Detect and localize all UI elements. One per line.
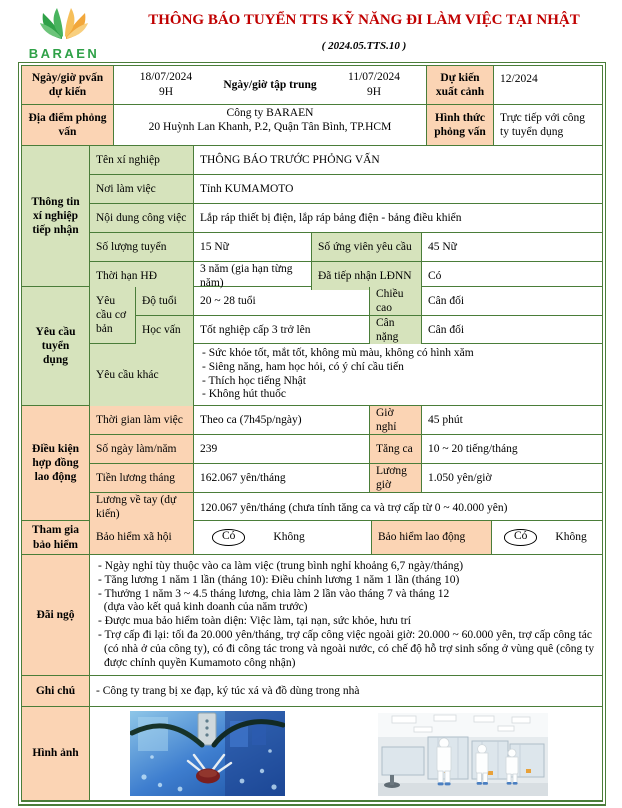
working-days-label: Số ngày làm/năm xyxy=(90,435,194,463)
hourly-wage-label: Lương giờ xyxy=(370,464,422,492)
basic-requirements-rows xyxy=(90,287,602,344)
location-label: Địa điểm phỏng vấn xyxy=(22,105,114,145)
table-row xyxy=(136,287,602,316)
table-row xyxy=(90,175,602,204)
table-row xyxy=(90,435,602,464)
table-row xyxy=(90,204,602,233)
list-item: - Thích học tiếng Nhật xyxy=(202,374,306,387)
table-row xyxy=(90,262,602,290)
list-item: - Không hút thuốc xyxy=(202,388,287,401)
table-row xyxy=(90,406,602,435)
contract-term-value: 3 năm (gia hạn từng năm) xyxy=(194,262,312,290)
table-row xyxy=(90,146,602,175)
contract-term-label: Thời hạn HĐ xyxy=(90,262,194,290)
basic-requirements-label: Yêu cầu cơ bản xyxy=(90,287,136,343)
social-insurance-options xyxy=(194,521,372,554)
height-label: Chiều cao xyxy=(370,287,422,315)
job-content-label: Nội dung công việc xyxy=(90,204,194,232)
monthly-salary-value: 162.067 yên/tháng xyxy=(194,464,370,492)
location-value: Công ty BARAEN 20 Huỳnh Lan Khanh, P.2, Quận Tân Bình, TP.HCM xyxy=(114,105,427,145)
robotic-soldering-machine-photo xyxy=(130,711,285,800)
departure-label: Dự kiến xuất cảnh xyxy=(427,66,494,104)
contract-section-label: Điều kiện hợp đồng lao động xyxy=(22,406,90,520)
section-insurance xyxy=(22,521,602,555)
other-requirements-label: Yêu cầu khác xyxy=(90,344,194,406)
cleanroom-assembly-line-photo xyxy=(378,713,548,800)
foreign-workers-value: Có xyxy=(428,269,442,282)
logo-wordmark: BARAEN xyxy=(28,46,100,61)
weight-label: Cân nặng xyxy=(370,316,422,344)
title-block xyxy=(116,3,612,52)
row-interview-location xyxy=(22,105,602,146)
row-interview-schedule xyxy=(22,66,602,105)
other-requirements-list xyxy=(194,344,602,406)
height-value: Cân đối xyxy=(428,294,465,307)
list-item: - Tăng lương 1 năm 1 lần (tháng 10): Điều chỉnh lương 1 năm 1 lần (tháng 10) xyxy=(98,573,460,586)
section-notes xyxy=(22,676,602,707)
photos-cell xyxy=(90,707,602,800)
social-insurance-no: Không xyxy=(273,531,305,544)
interview-format-label: Hình thức phỏng vấn xyxy=(427,105,494,145)
work-place-label: Nơi làm việc xyxy=(90,175,194,203)
section-benefits xyxy=(22,555,602,676)
recruitment-table xyxy=(18,62,606,806)
age-label: Độ tuổi xyxy=(136,287,194,315)
notes-value: - Công ty trang bị xe đạp, ký túc xá và đồ dùng trong nhà xyxy=(96,684,360,697)
photos-section-label: Hình ảnh xyxy=(22,707,90,800)
logo-leaves-icon xyxy=(33,30,95,47)
insurance-section-label: Tham gia bảo hiểm xyxy=(22,521,90,554)
break-value: 45 phút xyxy=(428,413,463,426)
company-info-section-label: Thông tin xí nghiệp tiếp nhận xyxy=(22,146,90,286)
monthly-salary-label: Tiền lương tháng xyxy=(90,464,194,492)
labor-insurance-no: Không xyxy=(555,531,587,544)
page-title: THÔNG BÁO TUYỂN TTS KỸ NĂNG ĐI LÀM VIỆC TẠI NHẬT xyxy=(148,12,580,28)
requirements-section-label: Yêu cầu tuyển dụng xyxy=(22,287,90,405)
break-label: Giờ nghỉ xyxy=(370,406,422,434)
quota-value: 15 Nữ xyxy=(194,233,312,261)
work-place-value: Tỉnh KUMAMOTO xyxy=(200,182,294,195)
candidates-required-label: Số ứng viên yêu cầu xyxy=(312,233,422,261)
education-label: Học vấn xyxy=(136,316,194,344)
quota-label: Số lượng tuyển xyxy=(90,233,194,261)
interview-format-value: Trực tiếp với công ty tuyển dụng xyxy=(500,111,586,138)
notes-section-label: Ghi chú xyxy=(22,676,90,706)
hourly-wage-value: 1.050 yên/giờ xyxy=(428,471,492,484)
benefits-list xyxy=(90,555,602,675)
takehome-salary-label: Lương về tay (dự kiến) xyxy=(90,493,194,523)
baraen-logo xyxy=(12,3,116,61)
list-item: - Được mua bảo hiểm toàn diện: Việc làm, tại nạn, sức khỏe, hưu trí xyxy=(98,615,411,628)
list-item: - Thưởng 1 năm 3 ~ 4.5 tháng lương, chia làm 2 lần vào tháng 7 và tháng 12 xyxy=(98,587,450,600)
list-item: - Ngày nghỉ tùy thuộc vào ca làm việc (trung bình nghỉ khoảng 6,7 ngày/tháng) xyxy=(98,560,464,572)
factory-name-value: THÔNG BÁO TRƯỚC PHỎNG VẤN xyxy=(200,153,380,166)
table-row xyxy=(90,493,602,523)
working-days-value: 239 xyxy=(194,435,370,463)
list-item: - Siêng năng, ham học hỏi, có ý chí cầu tiến xyxy=(202,360,404,373)
section-requirements xyxy=(22,287,602,406)
interview-datetime-label: Ngày/giờ pvấn dự kiến xyxy=(22,66,114,104)
foreign-workers-label: Đã tiếp nhận LĐNN xyxy=(312,262,422,290)
other-requirements-row xyxy=(90,344,602,406)
social-insurance-yes-selected: Có xyxy=(212,529,245,545)
working-hours-label: Thời gian làm việc xyxy=(90,406,194,434)
social-insurance-label: Bảo hiểm xã hội xyxy=(90,521,194,554)
gathering-date-value: 11/07/2024 9H xyxy=(348,71,400,98)
section-company-info xyxy=(22,146,602,287)
header xyxy=(0,0,622,61)
labor-insurance-label: Bảo hiểm lao động xyxy=(372,521,492,554)
labor-insurance-yes-selected: Có xyxy=(504,529,537,545)
table-row xyxy=(90,464,602,493)
gathering-datetime-label: Ngày/giờ tập trung xyxy=(223,78,317,91)
benefits-section-label: Đãi ngộ xyxy=(22,555,90,675)
section-contract-conditions xyxy=(22,406,602,521)
labor-insurance-options xyxy=(492,521,602,554)
list-item: - Trợ cấp đi lại: tối đa 20.000 yên/tháng, trợ cấp công việc ngoài giờ: 20.000 ~ 60.000 yên, trợ cấp công tác (có nhà ở của công ty), có đi công tác trong và ngoài nước, có chế độ hỗ trợ sinh sống ở vùng quê (công ty được chính quyền Kumamoto công nhận) xyxy=(98,628,597,669)
list-item: (dựa vào kết quả kinh doanh của năm trước) xyxy=(98,601,308,614)
table-row xyxy=(90,233,602,262)
candidates-required-value: 45 Nữ xyxy=(428,240,457,253)
overtime-label: Tăng ca xyxy=(370,435,422,463)
age-value: 20 ~ 28 tuổi xyxy=(194,287,370,315)
overtime-value: 10 ~ 20 tiếng/tháng xyxy=(428,442,518,455)
departure-value: 12/2024 xyxy=(500,73,538,85)
section-photos xyxy=(22,707,602,800)
factory-name-label: Tên xí nghiệp xyxy=(90,146,194,174)
table-row xyxy=(136,316,602,344)
job-content-value: Lắp ráp thiết bị điện, lắp ráp bảng điện - bảng điều khiển xyxy=(200,211,462,224)
takehome-salary-value: 120.067 yên/tháng (chưa tính tăng ca và trợ cấp từ 0 ~ 40.000 yên) xyxy=(200,501,508,514)
list-item: - Sức khỏe tốt, mắt tốt, không mù màu, không có hình xăm xyxy=(202,347,474,359)
doc-code: ( 2024.05.TTS.10 ) xyxy=(321,40,407,52)
interview-dates-cell xyxy=(114,66,427,104)
interview-date-value: 18/07/2024 9H xyxy=(139,71,193,98)
education-value: Tốt nghiệp cấp 3 trở lên xyxy=(194,316,370,344)
weight-value: Cân đối xyxy=(428,323,465,336)
working-hours-value: Theo ca (7h45p/ngày) xyxy=(194,406,370,434)
